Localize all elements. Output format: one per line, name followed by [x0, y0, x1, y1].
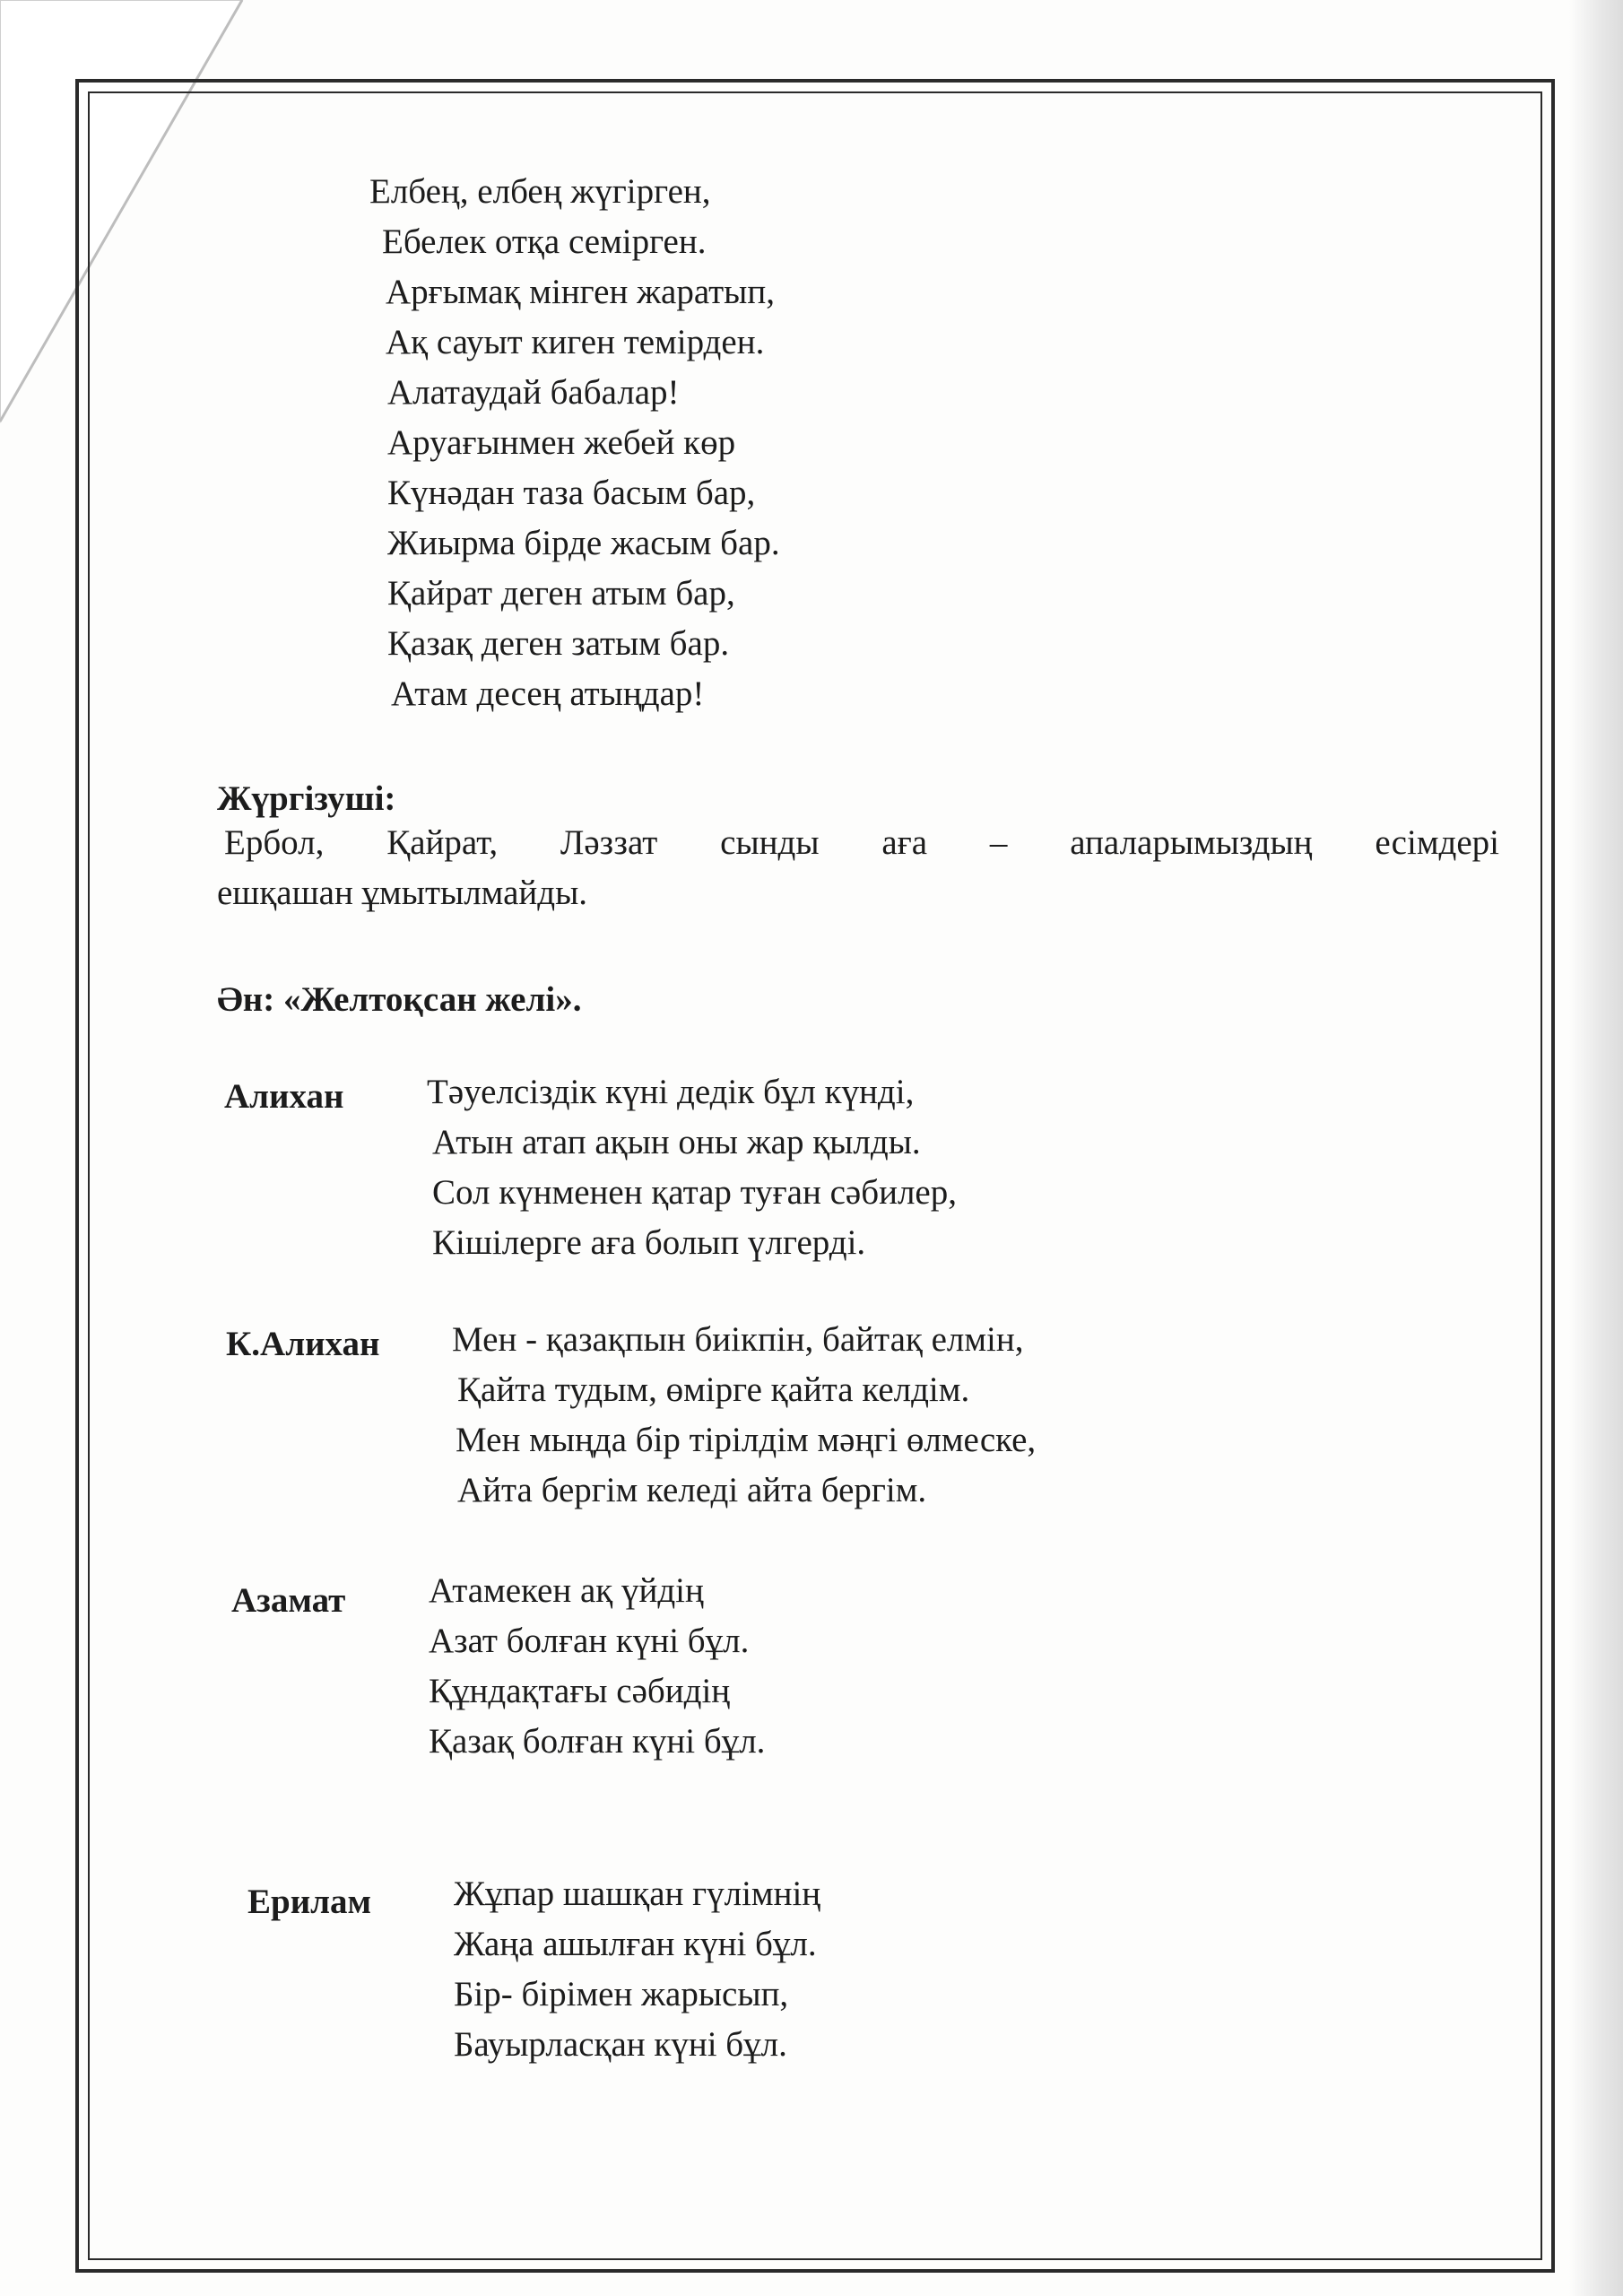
verse-line: Жаңа ашылған күні бұл. [454, 1925, 817, 1963]
opening-verse [369, 167, 780, 719]
verse-line: Алатаудай бабалар! [387, 373, 680, 412]
verse-line: Атам десең атыңдар! [391, 674, 705, 713]
verse-line: Ебелек отқа семірген. [382, 222, 707, 261]
song-title: Ән: «Желтоқсан желі». [217, 980, 582, 1019]
verse-line: Атамекен ақ үйдің [429, 1571, 704, 1610]
stanza-lines [454, 1869, 820, 2070]
stanza-lines [427, 1067, 957, 1268]
verse-line: Жұпар шашқан гүлімнің [454, 1874, 821, 1913]
verse-line: Құндақтағы сәбидің [429, 1672, 731, 1710]
verse-line: Күнәдан таза басым бар, [387, 474, 756, 512]
speaker-name: К.Алихан [226, 1325, 380, 1363]
verse-line: Қайрат деген атым бар, [387, 574, 735, 613]
verse-line: Бауырласқан күні бұл. [454, 2025, 787, 2064]
verse-line: Мен - қазақпын биікпін, байтақ елмін, [452, 1320, 1024, 1359]
verse-line: Аруағынмен жебей көр [387, 423, 736, 462]
verse-line: Арғымақ мінген жаратып, [386, 273, 776, 311]
verse-line: Қазақ болған күні бұл. [429, 1722, 766, 1761]
scan-shadow-edge [1569, 0, 1623, 2296]
host-text-line: Ербол, Қайрат, Ләззат сынды аға – апаларымыздың есімдері [224, 823, 1499, 862]
host-label: Жүргізуші: [217, 779, 396, 818]
verse-line: Елбең, елбең жүгірген, [369, 172, 711, 211]
speaker-name: Ерилам [247, 1883, 372, 1921]
verse-line: Айта бергім келеді айта бергім. [457, 1471, 927, 1509]
verse-line: Мен мыңда бір тірілдім мәңгі өлмеске, [456, 1421, 1037, 1459]
stanza-lines [429, 1566, 765, 1767]
verse-line: Тәуелсіздік күні дедік бұл күнді, [427, 1073, 915, 1111]
verse-line: Сол күнменен қатар туған сәбилер, [432, 1173, 957, 1212]
verse-line: Қазақ деген затым бар. [387, 624, 730, 663]
verse-line: Азат болған күні бұл. [429, 1622, 750, 1660]
verse-line: Қайта тудым, өмірге қайта келдім. [457, 1370, 970, 1409]
speaker-name: Азамат [231, 1581, 346, 1620]
verse-line: Бір- бірімен жарысып, [454, 1975, 789, 2013]
verse-line: Ақ сауыт киген темірден. [386, 323, 765, 361]
speaker-name: Алихан [224, 1077, 344, 1116]
host-text [217, 818, 1499, 918]
verse-line: Атын атап ақын оны жар қылды. [432, 1123, 921, 1161]
verse-line: Кішілерге аға болып үлгерді. [432, 1223, 866, 1262]
verse-line: Жиырма бірде жасым бар. [387, 524, 780, 562]
host-text-line: ешқашан ұмытылмайды. [217, 874, 588, 912]
stanza-lines [452, 1315, 1036, 1516]
